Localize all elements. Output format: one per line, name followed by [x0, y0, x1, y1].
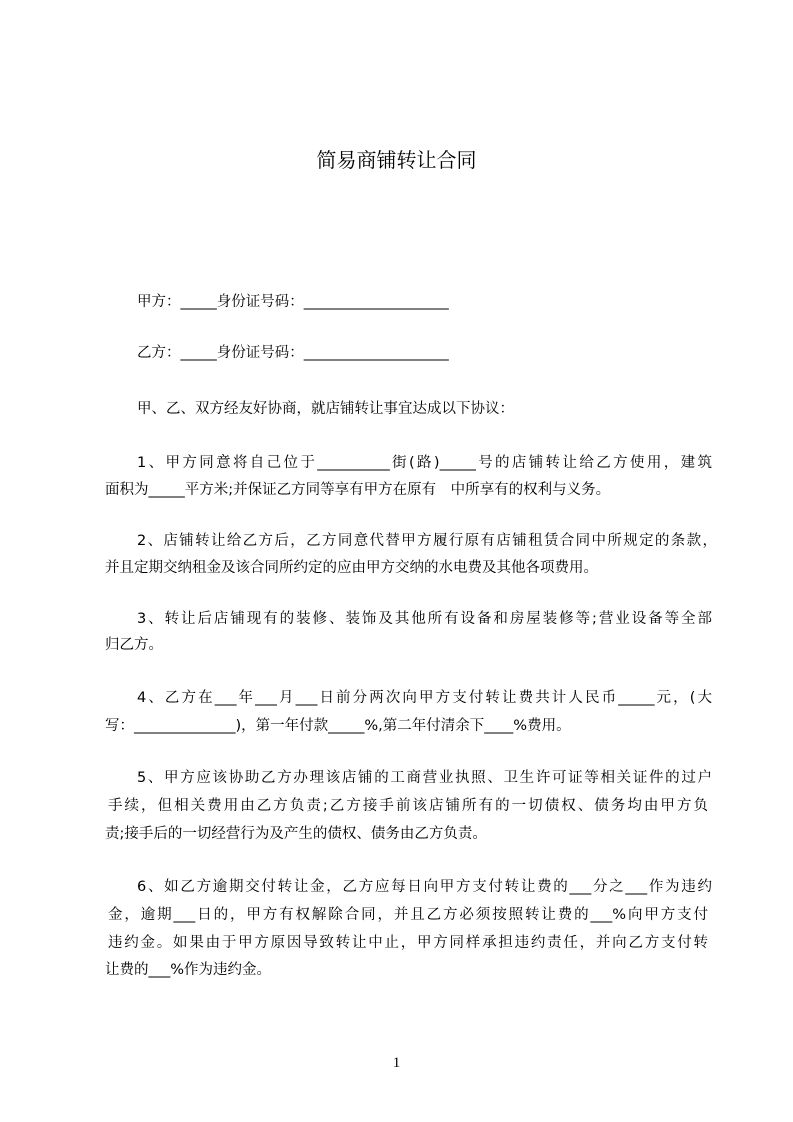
clause-2-line-2: 并且定期交纳租金及该合同所约定的应由甲方交纳的水电费及其他各项费用。	[105, 560, 598, 576]
clause-1-line-1: 1、甲方同意将自己位于__________街(路)_____号的店铺转让给乙方使用，建筑	[137, 455, 712, 471]
clause-6-line-2: 金，逾期___日的，甲方有权解除合同，并且乙方必须按照转让费的___%向甲方支付	[108, 907, 708, 923]
clause-6-line-1: 6、如乙方逾期交付转让金，乙方应每日向甲方支付转让费的___分之___作为违约	[137, 879, 712, 895]
clause-3-line-2: 归乙方。	[105, 637, 163, 653]
document-title: 简易商铺转让合同	[316, 148, 477, 172]
clause-4-line-1: 4、乙方在___年___月___日前分两次向甲方支付转让费共计人民币_____元，(大	[137, 690, 712, 706]
clause-5-line-1: 5、甲方应该协助乙方办理该店铺的工商营业执照、卫生许可证等相关证件的过户	[137, 770, 712, 786]
intro-paragraph: 甲、乙、双方经友好协商，就店铺转让事宜达成以下协议：	[137, 401, 514, 417]
page-number: 1	[392, 1055, 401, 1071]
clause-5-line-2: 手续，但相关费用由乙方负责;乙方接手前该店铺所有的一切债权、债务均由甲方负	[108, 798, 708, 814]
clause-6-line-3: 违约金。如果由于甲方原因导致转让中止，甲方同样承担违约责任，并向乙方支付转	[108, 935, 708, 951]
party-b-line: 乙方：_____身份证号码：____________________	[137, 345, 449, 361]
party-a-line: 甲方：_____身份证号码：____________________	[137, 294, 449, 310]
clause-1-line-2: 面积为_____平方米;并保证乙方同等享有甲方在原有 中所享有的权利与义务。	[105, 482, 611, 498]
clause-4-line-2: 写：______________)，第一年付款_____%,第二年付清余下____%费用。	[105, 718, 571, 734]
clause-6-line-4: 让费的___%作为违约金。	[105, 962, 272, 978]
clause-5-line-3: 责;接手后的一切经营行为及产生的债权、债务由乙方负责。	[105, 826, 487, 842]
clause-2-line-1: 2、店铺转让给乙方后，乙方同意代替甲方履行原有店铺租赁合同中所规定的条款，	[137, 533, 717, 549]
clause-3-line-1: 3、转让后店铺现有的装修、装饰及其他所有设备和房屋装修等;营业设备等全部	[137, 611, 712, 627]
